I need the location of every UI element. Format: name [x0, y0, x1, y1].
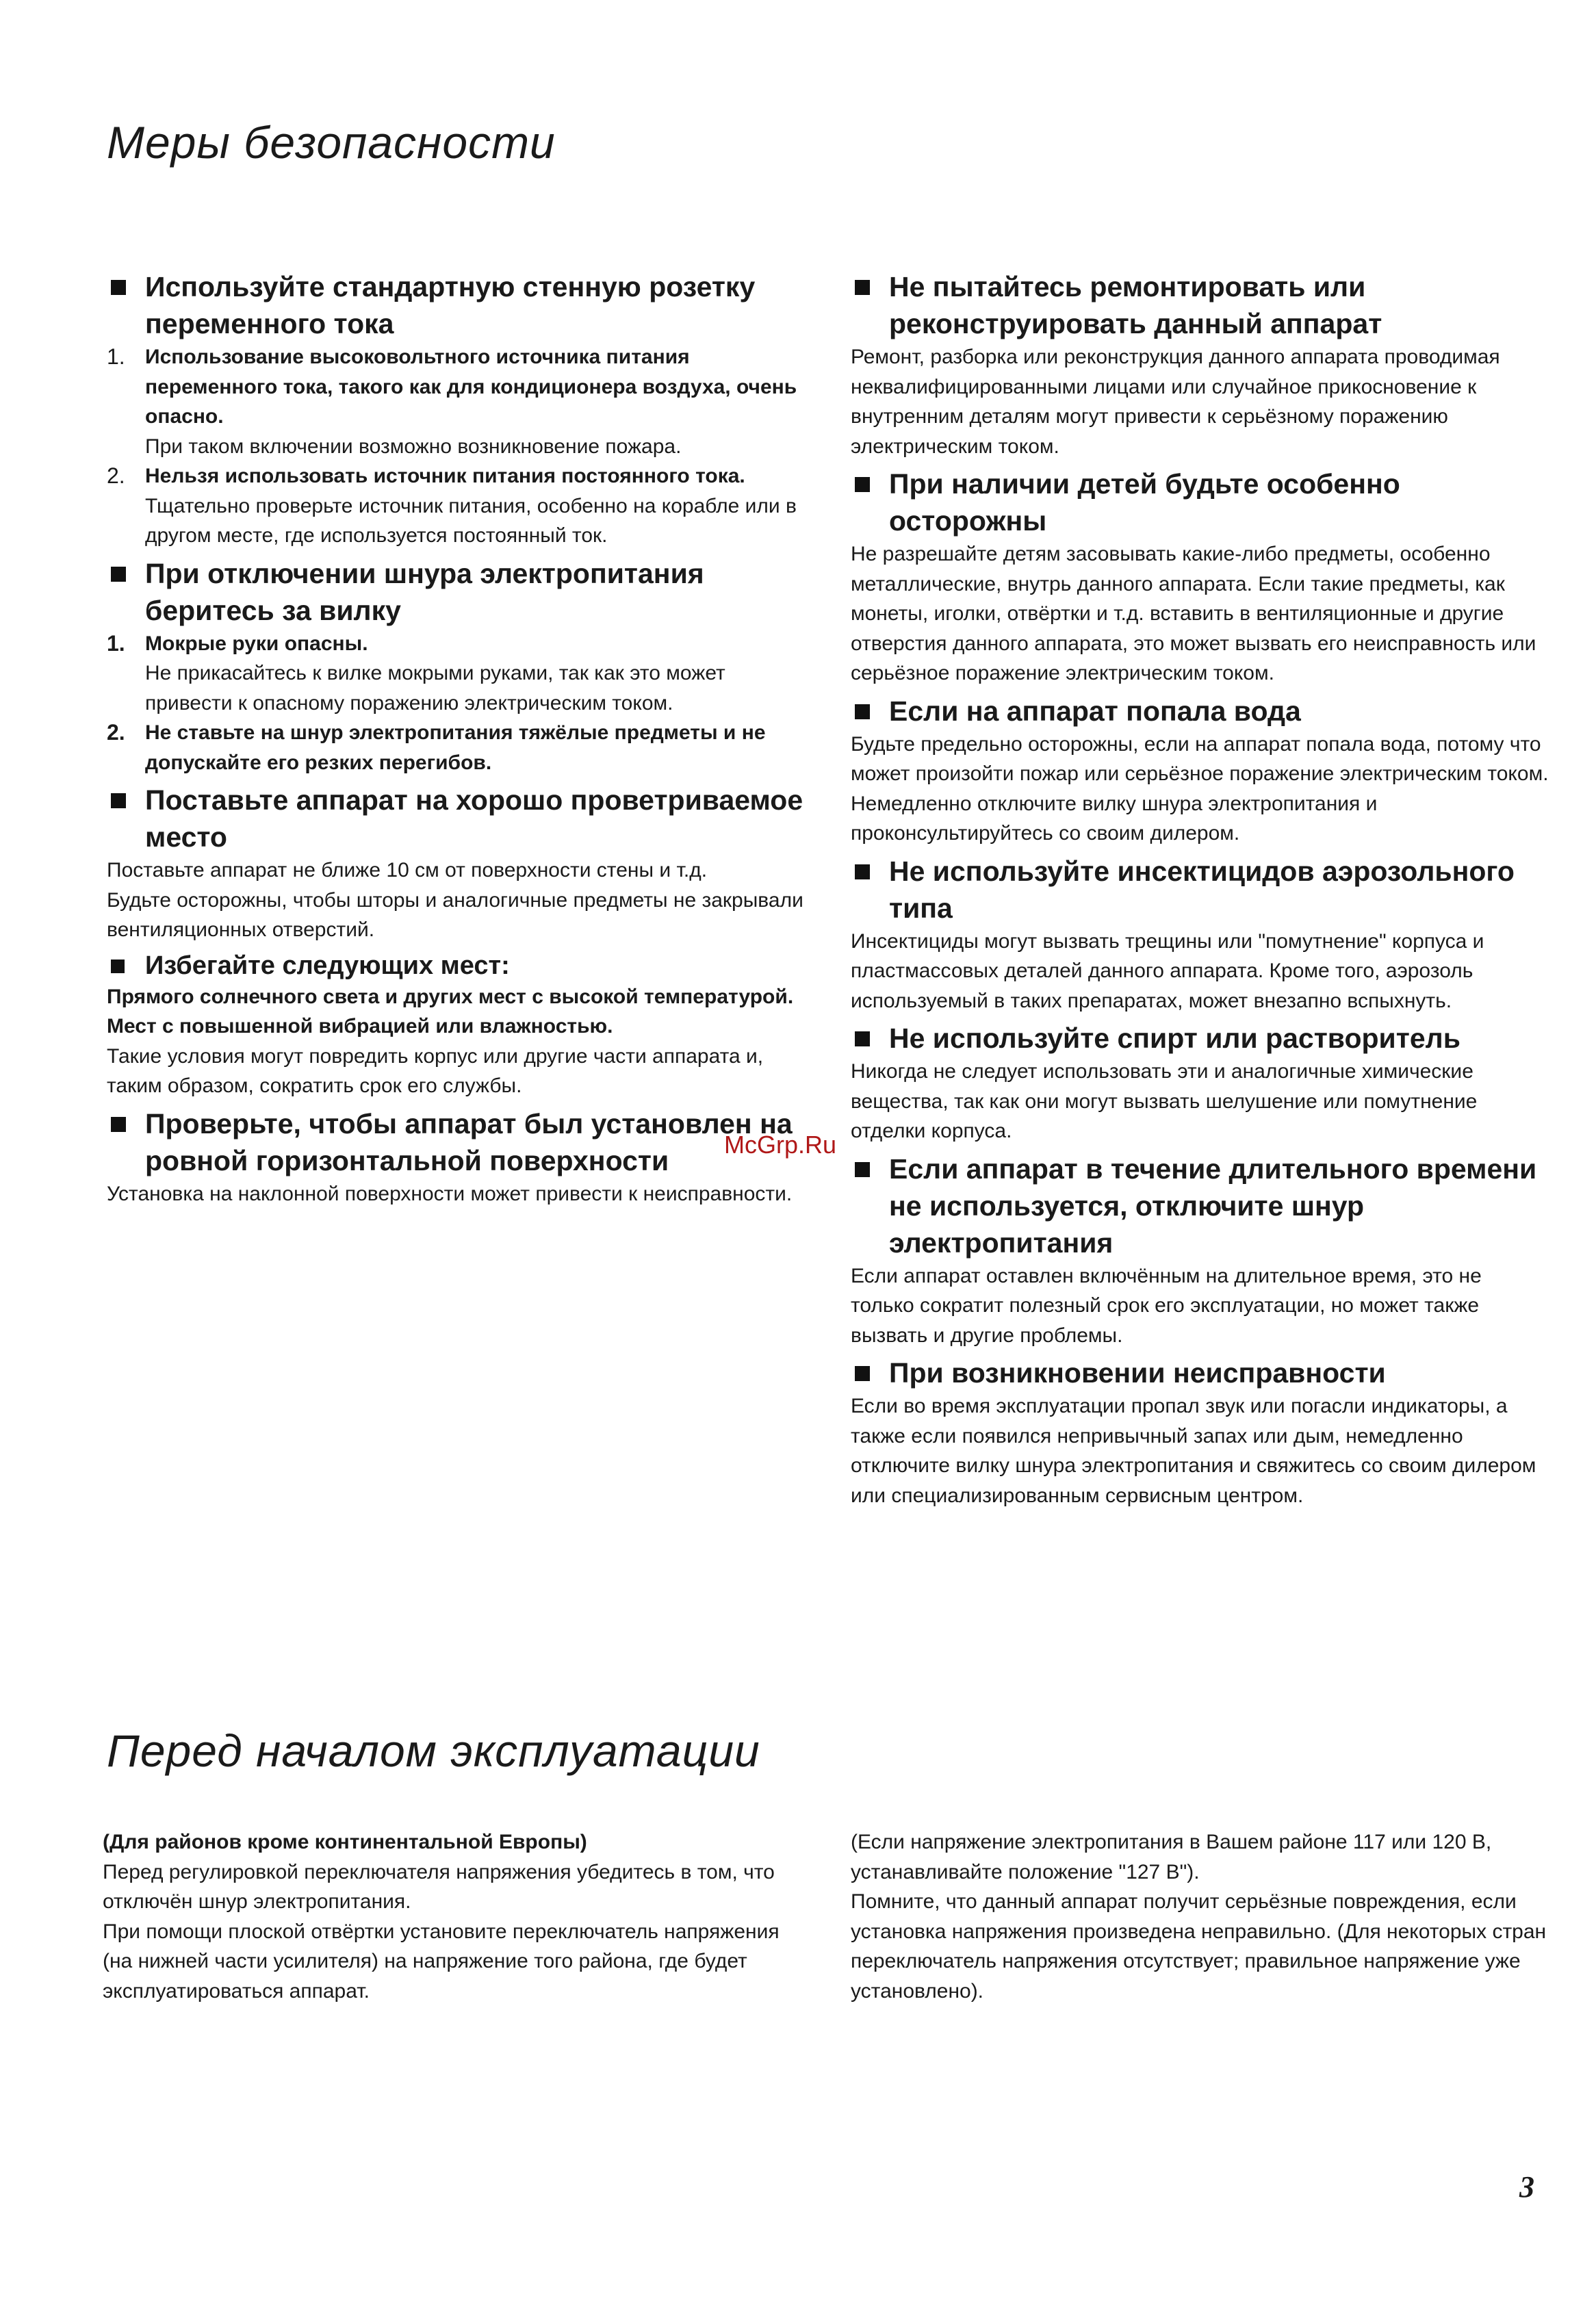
region-note: (Для районов кроме континентальной Европы) — [103, 1831, 587, 1853]
bullet-square-icon — [855, 280, 870, 295]
list-item — [107, 629, 805, 719]
section-heading: При отключении шнура электропитания беритесь за вилку — [107, 555, 805, 629]
item-bold-text: Использование высоковольтного источника питания переменного тока, такого как для кондиционера воздуха, очень опасно. — [145, 346, 797, 428]
section-text: Будьте осторожны, чтобы шторы и аналогичные предметы не закрывали вентиляционных отверстий. — [107, 888, 803, 941]
page-title: Меры безопасности — [107, 117, 556, 168]
item-text: Тщательно проверьте источник питания, особенно на корабле или в другом месте, где используется постоянный ток. — [145, 494, 797, 547]
section-bold-text: Прямого солнечного света и других мест с высокой температурой. — [107, 985, 794, 1008]
bullet-square-icon — [855, 1031, 870, 1046]
bullet-square-icon — [111, 567, 126, 582]
section-text: Будьте предельно осторожны, если на аппарат попала вода, потому что может произойти пожар или серьёзное поражение электрическим током. Немедленно отключите вилку шнура электропитания и проконсультируйтесь со своим дилером. — [851, 732, 1549, 845]
section-text: Ремонт, разборка или реконструкция данного аппарата проводимая неквалифицированными лицами или случайное прикосновение к внутренним деталям могут привести к серьёзному поражению электрическим током. — [851, 346, 1500, 458]
item-number: 1. — [107, 630, 125, 656]
section-text: Если аппарат оставлен включённым на длительное время, это не только сократит полезный срок его эксплуатации, но может также вызвать и другие проблемы. — [851, 1264, 1482, 1347]
bullet-square-icon — [111, 960, 125, 973]
section-heading: Поставьте аппарат на хорошо проветриваемое место — [107, 782, 805, 855]
item-number: 2. — [107, 463, 125, 488]
section-heading: Не пытайтесь ремонтировать или реконструировать данный аппарат — [851, 268, 1549, 342]
bullet-square-icon — [855, 864, 870, 879]
section-heading: При возникновении неисправности — [851, 1354, 1549, 1391]
list-item — [107, 342, 805, 461]
section-heading: Проверьте, чтобы аппарат был установлен на ровной горизонтальной поверхности — [107, 1105, 805, 1179]
item-number: 2. — [107, 720, 125, 745]
section-text: Такие условия могут повредить корпус или другие части аппарата и, таким образом, сократить срок его службы. — [107, 1044, 764, 1097]
bullet-square-icon — [111, 1117, 126, 1132]
list-item — [107, 461, 805, 551]
section-text: Перед регулировкой переключателя напряжения убедитесь в том, что отключён шнур электропитания. — [103, 1860, 775, 1913]
item-text: Не прикасайтесь к вилке мокрыми руками, так как это может привести к опасному поражению электрическим током. — [145, 662, 725, 714]
item-bold-text: Не ставьте на шнур электропитания тяжёлые предметы и не допускайте его резких перегибов. — [145, 721, 766, 774]
section-text: Никогда не следует использовать эти и аналогичные химические вещества, так как они могут вызвать шелушение или помутнение отделки корпуса. — [851, 1060, 1478, 1142]
section-text: (Если напряжение электропитания в Вашем районе 117 или 120 В, устанавливайте положение "127 В"). — [851, 1831, 1492, 1883]
section-text: Поставьте аппарат не ближе 10 см от поверхности стены и т.д. — [107, 859, 708, 881]
bullet-square-icon — [111, 793, 126, 808]
bullet-square-icon — [855, 704, 870, 719]
section-heading: Если аппарат в течение длительного времени не используется, отключите шнур электропитания — [851, 1150, 1549, 1261]
bullet-square-icon — [855, 1162, 870, 1177]
section-heading: Если на аппарат попала вода — [851, 693, 1549, 730]
page-number: 3 — [1519, 2170, 1534, 2204]
left-column — [107, 268, 805, 1209]
bullet-square-icon — [855, 1366, 870, 1381]
section-bold-text: Мест с повышенной вибрацией или влажностью. — [107, 1015, 613, 1038]
section-heading: Избегайте следующих мест: — [107, 949, 805, 982]
watermark: McGrp.Ru — [724, 1131, 837, 1159]
item-number: 1. — [107, 344, 125, 369]
item-bold-text: Нельзя использовать источник питания постоянного тока. — [145, 465, 745, 487]
section-text: При помощи плоской отвёртки установите переключатель напряжения (на нижней части усилителя) на напряжение того района, где будет эксплуатироваться аппарат. — [103, 1920, 780, 2003]
bottom-left-column — [103, 1827, 801, 2006]
section-heading: Используйте стандартную стенную розетку переменного тока — [107, 268, 805, 342]
section-text: Установка на наклонной поверхности может привести к неисправности. — [107, 1182, 793, 1205]
section-heading: Не используйте инсектицидов аэрозольного типа — [851, 853, 1549, 927]
item-text: При таком включении возможно возникновение пожара. — [145, 435, 682, 458]
section-heading: Не используйте спирт или растворитель — [851, 1020, 1549, 1057]
right-column — [851, 268, 1549, 1510]
section-title: Перед началом эксплуатации — [107, 1725, 760, 1776]
list-item — [107, 718, 805, 777]
bullet-square-icon — [855, 477, 870, 492]
section-text: Помните, что данный аппарат получит серьёзные повреждения, если установка напряжения произведена неправильно. (Для некоторых стран переключатель напряжения отсутствует; правильное напряжение уже установлено). — [851, 1890, 1547, 2003]
section-heading: При наличии детей будьте особенно осторожны — [851, 465, 1549, 539]
section-text: Инсектициды могут вызвать трещины или "помутнение" корпуса и пластмассовых деталей данного аппарата. Кроме того, аэрозоль используемый в таких препаратах, может внезапно вспыхнуть. — [851, 929, 1484, 1012]
bullet-square-icon — [111, 280, 126, 295]
bottom-right-column — [851, 1827, 1549, 2006]
section-text: Если во время эксплуатации пропал звук или погасли индикаторы, а также если появился непривычный запах или дым, немедленно отключите вилку шнура электропитания и свяжитесь со своим дилером или специализированным сервисным центром. — [851, 1395, 1536, 1507]
section-text: Не разрешайте детям засовывать какие-либо предметы, особенно металлические, внутрь данного аппарата. Если такие предметы, как монеты, иголки, отвёртки и т.д. вставить в вентиляционные и другие отверстия данного аппарата, это может вызвать его неисправность или серьёзное поражение электрическим током. — [851, 543, 1536, 684]
item-bold-text: Мокрые руки опасны. — [145, 632, 368, 655]
